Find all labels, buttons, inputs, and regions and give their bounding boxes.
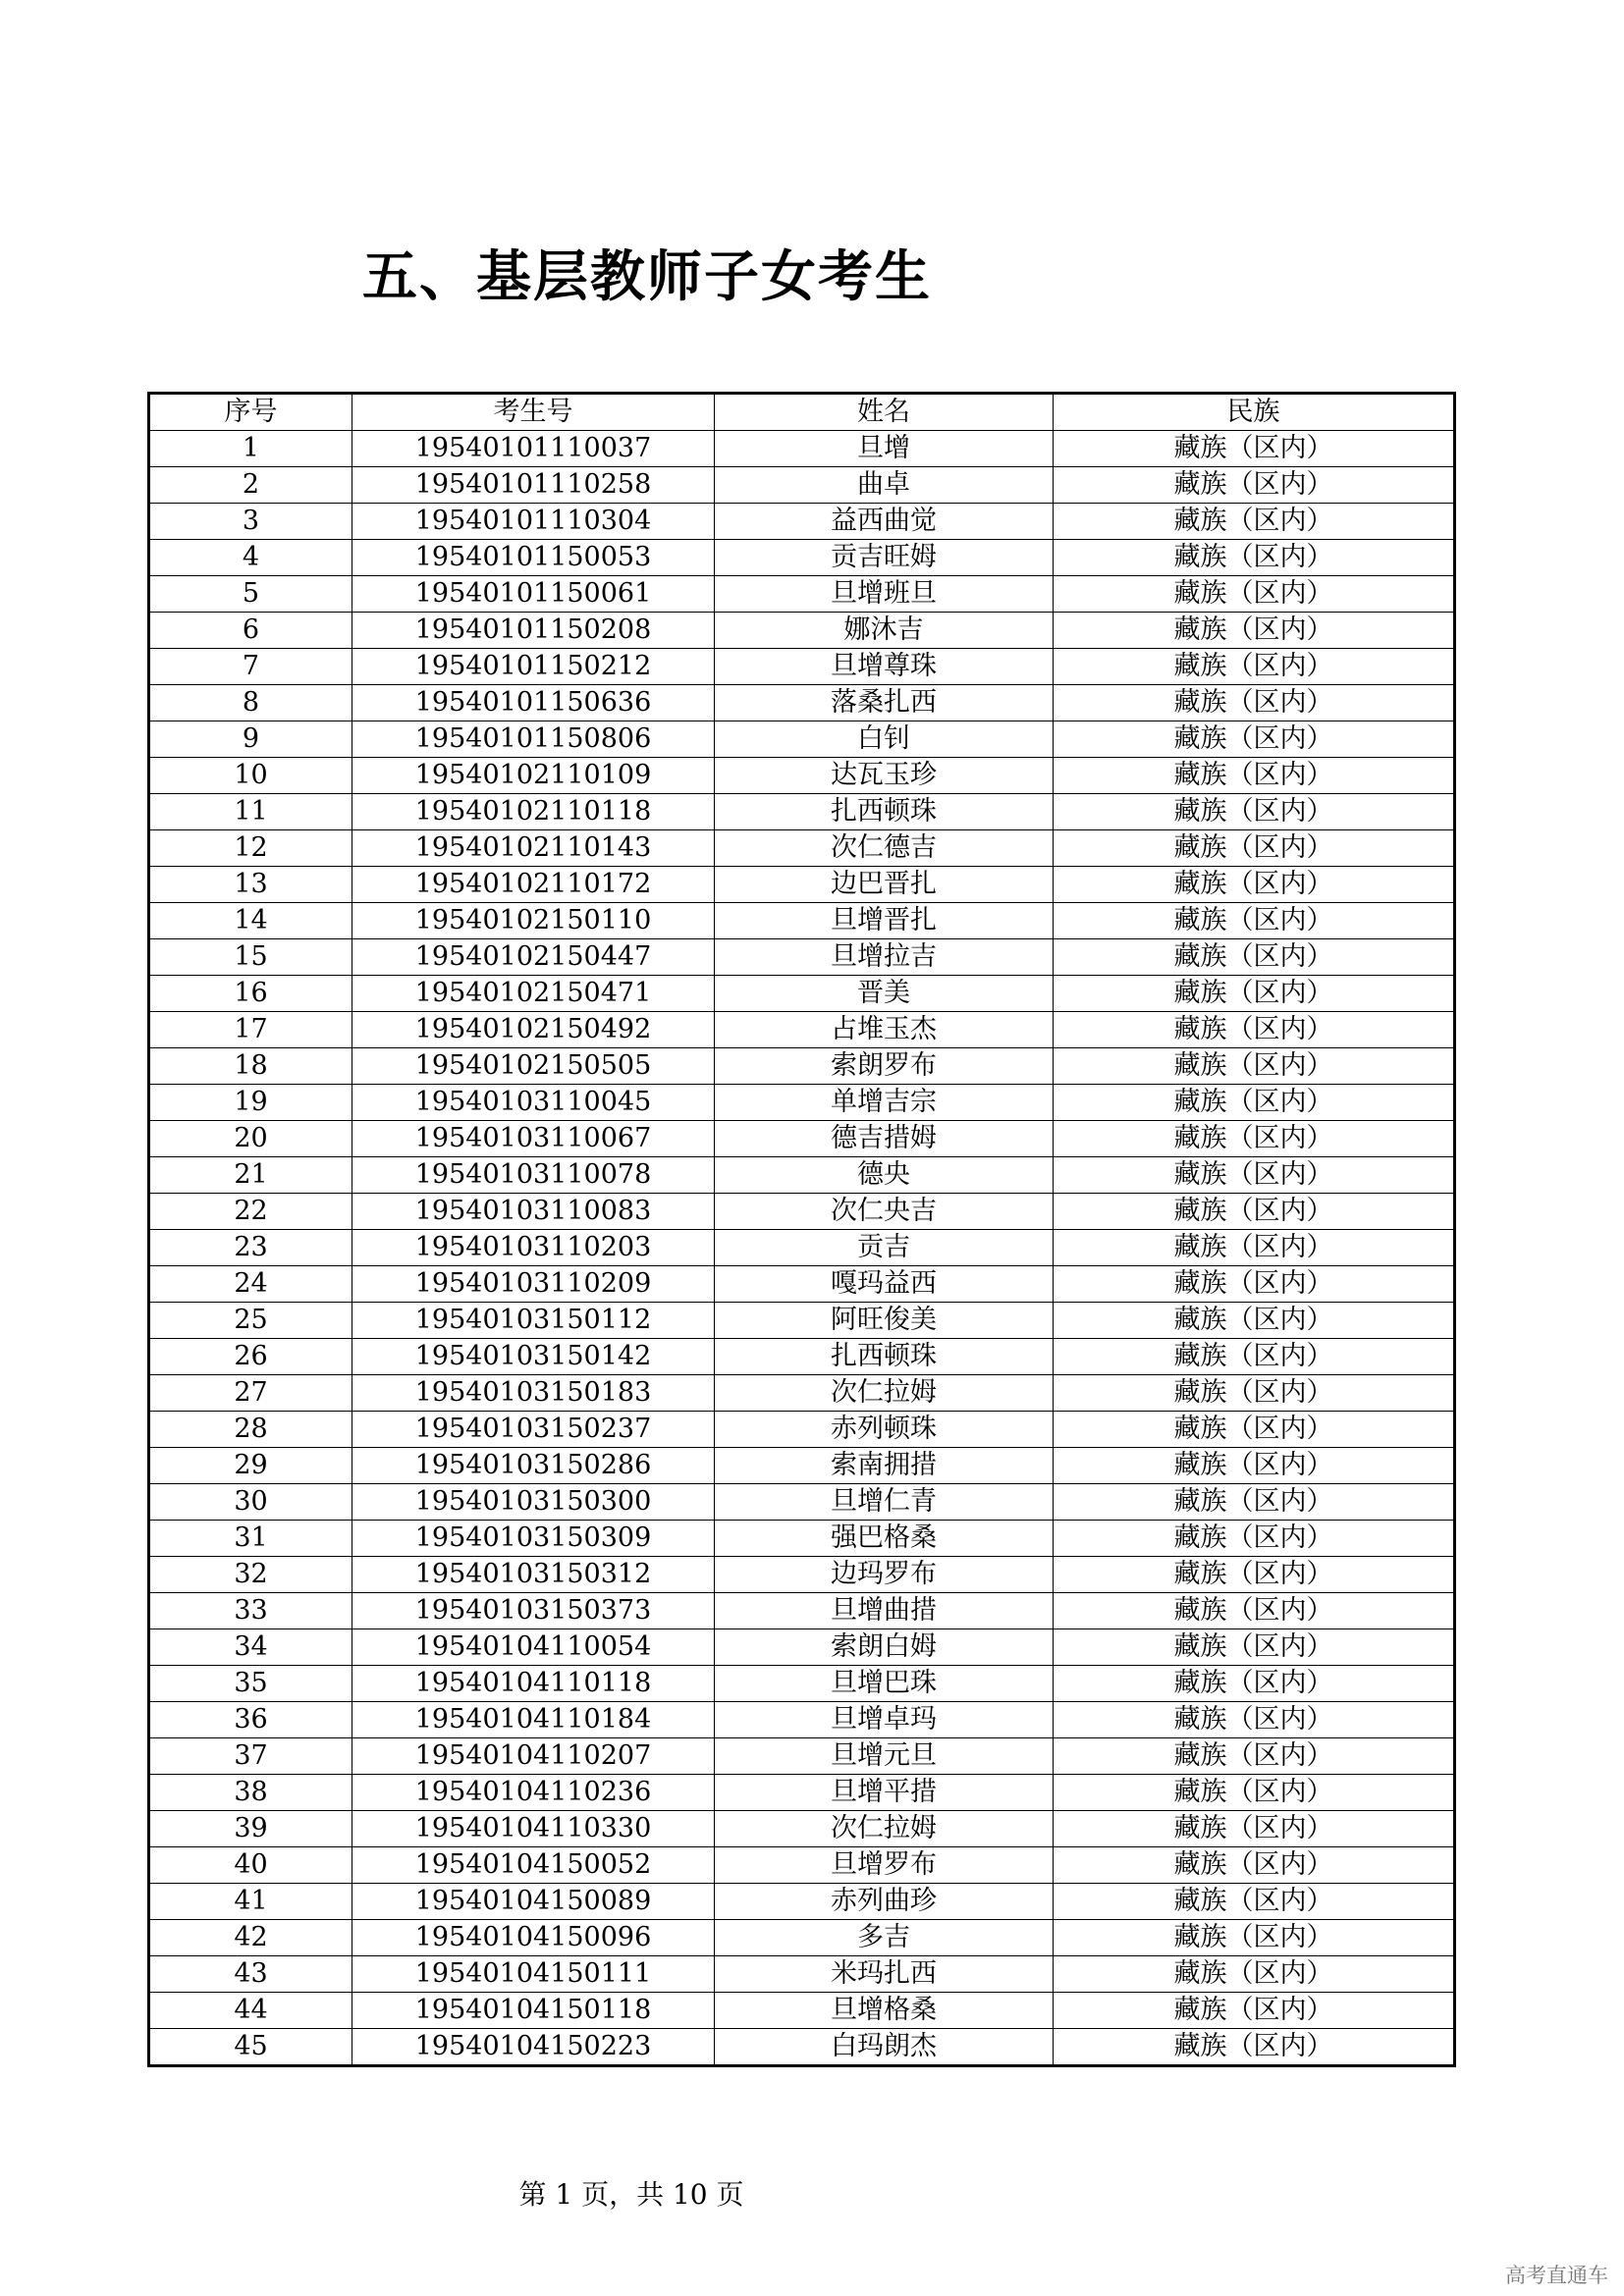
cell-ethnicity: 藏族（区内） (1054, 976, 1455, 1012)
cell-name: 旦增元旦 (715, 1738, 1054, 1775)
table-row (149, 1339, 1455, 1375)
cell-exam-id: 19540103150286 (352, 1448, 715, 1484)
cell-seq: 24 (149, 1266, 352, 1303)
cell-exam-id: 19540104150223 (352, 2029, 715, 2066)
table-row (149, 1702, 1455, 1738)
cell-seq: 35 (149, 1666, 352, 1702)
cell-name: 曲卓 (715, 467, 1054, 504)
table-row (149, 1557, 1455, 1593)
table-row (149, 1521, 1455, 1557)
table-row (149, 1048, 1455, 1085)
cell-name: 娜沐吉 (715, 613, 1054, 649)
cell-ethnicity: 藏族（区内） (1054, 1920, 1455, 1956)
table-row (149, 1121, 1455, 1157)
cell-exam-id: 19540104150096 (352, 1920, 715, 1956)
table-row (149, 1666, 1455, 1702)
table-row (149, 2029, 1455, 2066)
table-row (149, 1412, 1455, 1448)
cell-name: 旦增仁青 (715, 1484, 1054, 1521)
table-row (149, 576, 1455, 613)
cell-seq: 5 (149, 576, 352, 613)
cell-seq: 13 (149, 867, 352, 903)
table-row (149, 1303, 1455, 1339)
cell-exam-id: 19540103150312 (352, 1557, 715, 1593)
cell-ethnicity: 藏族（区内） (1054, 504, 1455, 540)
cell-name: 阿旺俊美 (715, 1303, 1054, 1339)
cell-name: 旦增班旦 (715, 576, 1054, 613)
cell-exam-id: 19540104150052 (352, 1847, 715, 1884)
cell-exam-id: 19540104110184 (352, 1702, 715, 1738)
cell-exam-id: 19540103110209 (352, 1266, 715, 1303)
cell-exam-id: 19540102150471 (352, 976, 715, 1012)
table-body (149, 431, 1455, 2066)
header-ethnicity: 民族 (1054, 394, 1455, 431)
cell-ethnicity: 藏族（区内） (1054, 1266, 1455, 1303)
table-row (149, 1230, 1455, 1266)
cell-ethnicity: 藏族（区内） (1054, 1993, 1455, 2029)
cell-seq: 32 (149, 1557, 352, 1593)
cell-name: 白钊 (715, 721, 1054, 758)
cell-exam-id: 19540103150183 (352, 1375, 715, 1412)
cell-exam-id: 19540101150053 (352, 540, 715, 576)
table-row (149, 1884, 1455, 1920)
table-header-row (149, 394, 1455, 431)
cell-seq: 11 (149, 794, 352, 830)
cell-ethnicity: 藏族（区内） (1054, 1521, 1455, 1557)
cell-ethnicity: 藏族（区内） (1054, 758, 1455, 794)
table-row (149, 1448, 1455, 1484)
cell-seq: 1 (149, 431, 352, 467)
cell-ethnicity: 藏族（区内） (1054, 1303, 1455, 1339)
table-row (149, 939, 1455, 976)
cell-exam-id: 19540103150112 (352, 1303, 715, 1339)
table-row (149, 1738, 1455, 1775)
table-row (149, 1920, 1455, 1956)
cell-exam-id: 19540104110236 (352, 1775, 715, 1811)
table-row (149, 976, 1455, 1012)
cell-name: 嘎玛益西 (715, 1266, 1054, 1303)
table-row (149, 613, 1455, 649)
cell-ethnicity: 藏族（区内） (1054, 540, 1455, 576)
cell-seq: 17 (149, 1012, 352, 1048)
cell-seq: 27 (149, 1375, 352, 1412)
cell-name: 次仁德吉 (715, 830, 1054, 867)
cell-exam-id: 19540102110172 (352, 867, 715, 903)
table-row (149, 830, 1455, 867)
cell-exam-id: 19540104150089 (352, 1884, 715, 1920)
cell-exam-id: 19540101110304 (352, 504, 715, 540)
cell-name: 旦增格桑 (715, 1993, 1054, 2029)
cell-seq: 43 (149, 1956, 352, 1993)
cell-seq: 31 (149, 1521, 352, 1557)
cell-seq: 21 (149, 1157, 352, 1194)
cell-ethnicity: 藏族（区内） (1054, 1847, 1455, 1884)
cell-ethnicity: 藏族（区内） (1054, 649, 1455, 685)
cell-name: 旦增尊珠 (715, 649, 1054, 685)
cell-seq: 4 (149, 540, 352, 576)
cell-seq: 7 (149, 649, 352, 685)
cell-exam-id: 19540103110078 (352, 1157, 715, 1194)
cell-name: 晋美 (715, 976, 1054, 1012)
cell-exam-id: 19540102110109 (352, 758, 715, 794)
cell-ethnicity: 藏族（区内） (1054, 721, 1455, 758)
page-title: 五、基层教师子女考生 (362, 245, 932, 309)
cell-seq: 34 (149, 1629, 352, 1666)
cell-exam-id: 19540103150373 (352, 1593, 715, 1629)
cell-name: 边巴晋扎 (715, 867, 1054, 903)
cell-seq: 39 (149, 1811, 352, 1847)
cell-name: 占堆玉杰 (715, 1012, 1054, 1048)
cell-seq: 18 (149, 1048, 352, 1085)
cell-name: 德央 (715, 1157, 1054, 1194)
cell-name: 次仁拉姆 (715, 1375, 1054, 1412)
cell-ethnicity: 藏族（区内） (1054, 1884, 1455, 1920)
cell-exam-id: 19540103150309 (352, 1521, 715, 1557)
cell-name: 旦增 (715, 431, 1054, 467)
cell-ethnicity: 藏族（区内） (1054, 1157, 1455, 1194)
cell-exam-id: 19540101150212 (352, 649, 715, 685)
cell-seq: 26 (149, 1339, 352, 1375)
cell-name: 多吉 (715, 1920, 1054, 1956)
cell-seq: 38 (149, 1775, 352, 1811)
student-table (147, 392, 1456, 2067)
cell-name: 索朗白姆 (715, 1629, 1054, 1666)
table-row (149, 1847, 1455, 1884)
cell-ethnicity: 藏族（区内） (1054, 830, 1455, 867)
cell-ethnicity: 藏族（区内） (1054, 1339, 1455, 1375)
table-row (149, 431, 1455, 467)
header-seq: 序号 (149, 394, 352, 431)
cell-exam-id: 19540101110037 (352, 431, 715, 467)
cell-seq: 23 (149, 1230, 352, 1266)
cell-ethnicity: 藏族（区内） (1054, 1775, 1455, 1811)
watermark: 高考直通车 (1505, 2264, 1608, 2287)
cell-exam-id: 19540101150806 (352, 721, 715, 758)
cell-ethnicity: 藏族（区内） (1054, 685, 1455, 721)
cell-exam-id: 19540102110143 (352, 830, 715, 867)
cell-exam-id: 19540102110118 (352, 794, 715, 830)
cell-seq: 9 (149, 721, 352, 758)
cell-name: 旦增晋扎 (715, 903, 1054, 939)
cell-seq: 25 (149, 1303, 352, 1339)
cell-exam-id: 19540101150061 (352, 576, 715, 613)
page-footer: 第 1 页，共 10 页 (518, 2178, 744, 2211)
cell-ethnicity: 藏族（区内） (1054, 1121, 1455, 1157)
table-row (149, 1266, 1455, 1303)
cell-seq: 14 (149, 903, 352, 939)
cell-exam-id: 19540104110118 (352, 1666, 715, 1702)
cell-ethnicity: 藏族（区内） (1054, 867, 1455, 903)
cell-seq: 15 (149, 939, 352, 976)
cell-ethnicity: 藏族（区内） (1054, 1012, 1455, 1048)
table-row (149, 1012, 1455, 1048)
cell-name: 旦增卓玛 (715, 1702, 1054, 1738)
cell-exam-id: 19540104150111 (352, 1956, 715, 1993)
cell-exam-id: 19540101110258 (352, 467, 715, 504)
cell-seq: 29 (149, 1448, 352, 1484)
table-row (149, 649, 1455, 685)
cell-name: 旦增罗布 (715, 1847, 1054, 1884)
cell-seq: 42 (149, 1920, 352, 1956)
cell-ethnicity: 藏族（区内） (1054, 1194, 1455, 1230)
table-row (149, 1593, 1455, 1629)
cell-name: 旦增曲措 (715, 1593, 1054, 1629)
cell-seq: 40 (149, 1847, 352, 1884)
cell-ethnicity: 藏族（区内） (1054, 1484, 1455, 1521)
cell-name: 贡吉旺姆 (715, 540, 1054, 576)
cell-name: 次仁拉姆 (715, 1811, 1054, 1847)
table-row (149, 758, 1455, 794)
cell-ethnicity: 藏族（区内） (1054, 431, 1455, 467)
cell-name: 米玛扎西 (715, 1956, 1054, 1993)
table-row (149, 540, 1455, 576)
cell-ethnicity: 藏族（区内） (1054, 1230, 1455, 1266)
cell-ethnicity: 藏族（区内） (1054, 1048, 1455, 1085)
cell-seq: 19 (149, 1085, 352, 1121)
cell-seq: 41 (149, 1884, 352, 1920)
table-row (149, 1157, 1455, 1194)
cell-ethnicity: 藏族（区内） (1054, 1702, 1455, 1738)
cell-exam-id: 19540102150492 (352, 1012, 715, 1048)
cell-name: 旦增巴珠 (715, 1666, 1054, 1702)
cell-name: 益西曲觉 (715, 504, 1054, 540)
cell-name: 赤列曲珍 (715, 1884, 1054, 1920)
table-row (149, 1956, 1455, 1993)
table-row (149, 1811, 1455, 1847)
cell-exam-id: 19540104110207 (352, 1738, 715, 1775)
cell-exam-id: 19540102150110 (352, 903, 715, 939)
cell-ethnicity: 藏族（区内） (1054, 794, 1455, 830)
cell-name: 旦增平措 (715, 1775, 1054, 1811)
table-row (149, 1484, 1455, 1521)
cell-seq: 10 (149, 758, 352, 794)
cell-ethnicity: 藏族（区内） (1054, 576, 1455, 613)
header-name: 姓名 (715, 394, 1054, 431)
cell-seq: 28 (149, 1412, 352, 1448)
table-row (149, 903, 1455, 939)
cell-exam-id: 19540101150636 (352, 685, 715, 721)
cell-ethnicity: 藏族（区内） (1054, 1811, 1455, 1847)
cell-ethnicity: 藏族（区内） (1054, 467, 1455, 504)
table-row (149, 685, 1455, 721)
cell-exam-id: 19540103110203 (352, 1230, 715, 1266)
table-row (149, 867, 1455, 903)
cell-ethnicity: 藏族（区内） (1054, 1557, 1455, 1593)
cell-exam-id: 19540104150118 (352, 1993, 715, 2029)
cell-exam-id: 19540103110083 (352, 1194, 715, 1230)
cell-name: 德吉措姆 (715, 1121, 1054, 1157)
table-row (149, 721, 1455, 758)
cell-ethnicity: 藏族（区内） (1054, 1666, 1455, 1702)
cell-name: 旦增拉吉 (715, 939, 1054, 976)
cell-ethnicity: 藏族（区内） (1054, 1375, 1455, 1412)
cell-name: 赤列顿珠 (715, 1412, 1054, 1448)
header-exam-id: 考生号 (352, 394, 715, 431)
cell-ethnicity: 藏族（区内） (1054, 613, 1455, 649)
table-row (149, 1085, 1455, 1121)
cell-name: 达瓦玉珍 (715, 758, 1054, 794)
cell-seq: 37 (149, 1738, 352, 1775)
cell-exam-id: 19540104110054 (352, 1629, 715, 1666)
cell-seq: 8 (149, 685, 352, 721)
cell-seq: 36 (149, 1702, 352, 1738)
table-row (149, 1194, 1455, 1230)
table-row (149, 1775, 1455, 1811)
cell-name: 贡吉 (715, 1230, 1054, 1266)
cell-exam-id: 19540102150505 (352, 1048, 715, 1085)
table-row (149, 1375, 1455, 1412)
cell-name: 边玛罗布 (715, 1557, 1054, 1593)
cell-name: 强巴格桑 (715, 1521, 1054, 1557)
cell-name: 落桑扎西 (715, 685, 1054, 721)
cell-ethnicity: 藏族（区内） (1054, 1956, 1455, 1993)
table-row (149, 467, 1455, 504)
table-row (149, 794, 1455, 830)
cell-seq: 2 (149, 467, 352, 504)
cell-seq: 30 (149, 1484, 352, 1521)
cell-seq: 6 (149, 613, 352, 649)
cell-exam-id: 19540103110067 (352, 1121, 715, 1157)
cell-exam-id: 19540102150447 (352, 939, 715, 976)
cell-exam-id: 19540103150142 (352, 1339, 715, 1375)
cell-name: 索朗罗布 (715, 1048, 1054, 1085)
cell-ethnicity: 藏族（区内） (1054, 1085, 1455, 1121)
cell-ethnicity: 藏族（区内） (1054, 1448, 1455, 1484)
cell-name: 次仁央吉 (715, 1194, 1054, 1230)
cell-name: 扎西顿珠 (715, 794, 1054, 830)
cell-seq: 20 (149, 1121, 352, 1157)
cell-seq: 3 (149, 504, 352, 540)
cell-ethnicity: 藏族（区内） (1054, 939, 1455, 976)
cell-exam-id: 19540103150237 (352, 1412, 715, 1448)
cell-ethnicity: 藏族（区内） (1054, 1629, 1455, 1666)
cell-ethnicity: 藏族（区内） (1054, 903, 1455, 939)
cell-exam-id: 19540104110330 (352, 1811, 715, 1847)
table-row (149, 1629, 1455, 1666)
cell-ethnicity: 藏族（区内） (1054, 1412, 1455, 1448)
table-row (149, 504, 1455, 540)
cell-seq: 33 (149, 1593, 352, 1629)
cell-seq: 44 (149, 1993, 352, 2029)
table-row (149, 1993, 1455, 2029)
cell-name: 白玛朗杰 (715, 2029, 1054, 2066)
cell-seq: 12 (149, 830, 352, 867)
cell-seq: 22 (149, 1194, 352, 1230)
cell-ethnicity: 藏族（区内） (1054, 2029, 1455, 2066)
cell-exam-id: 19540101150208 (352, 613, 715, 649)
cell-name: 单增吉宗 (715, 1085, 1054, 1121)
cell-seq: 16 (149, 976, 352, 1012)
cell-ethnicity: 藏族（区内） (1054, 1593, 1455, 1629)
cell-ethnicity: 藏族（区内） (1054, 1738, 1455, 1775)
cell-name: 索南拥措 (715, 1448, 1054, 1484)
cell-exam-id: 19540103150300 (352, 1484, 715, 1521)
cell-seq: 45 (149, 2029, 352, 2066)
cell-exam-id: 19540103110045 (352, 1085, 715, 1121)
cell-name: 扎西顿珠 (715, 1339, 1054, 1375)
